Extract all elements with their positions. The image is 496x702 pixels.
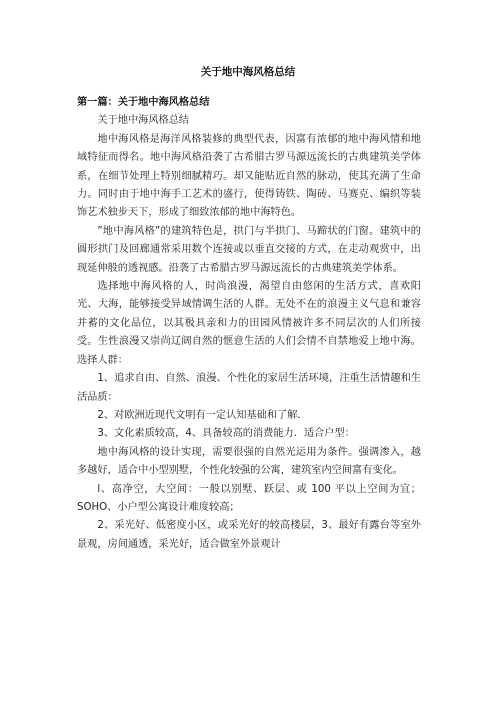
section-heading: 第一篇：关于地中海风格总结	[77, 97, 210, 108]
list-item: 2、采光好、低密度小区，或采光好的较高楼层，3、最好有露台等室外景观，房间通透，采光好，适合做室外景观计	[77, 520, 421, 550]
list-item: 2、对欧洲近现代文明有一定认知基础和了解．	[97, 409, 308, 421]
paragraph: 选择地中海风格的人，时尚浪漫，渴望自由悠闲的生活方式，喜欢阳光、大海，能够接受异域情调生活的人群。无处不在的浪漫主义气息和兼容并蓄的文化品位，以其极具亲和力的田园风情被许多不同层次的人们所接受。生性浪漫又崇尚辽阔自然的惬意生活的人们会情不自禁地爱上地中海。选择人群：	[77, 281, 421, 366]
list-item: l、高净空，大空间：一般以别墅、跃层、或 100 平以上空间为宜；SOHO、小户型公寓设计难度较高；	[77, 483, 421, 513]
list-item: 3、文化素质较高，4、具备较高的消费能力．适合户型：	[97, 428, 355, 440]
list-item: 1、追求自由、自然、浪漫、个性化的家居生活环境，注重生活情趣和生活品质：	[77, 373, 421, 403]
document-title: 关于地中海风格总结	[200, 66, 296, 78]
paragraph: 地中海风格是海洋风格装修的典型代表，因富有浓郁的地中海风情和地域特征而得名。地中海风格沿袭了古希腊古罗马源远流长的古典建筑美学体系，在细节处理上特别细腻精巧。却又能贴近自然的脉动，使其充满了生命力。同时由于地中海手工艺术的盛行，使得铸铁、陶砖、马赛克、编织等装饰艺术独步天下，形成了细致浓郁的地中海特色。	[77, 133, 421, 219]
paragraph: 地中海风格的设计实现，需要很强的自然光运用为条件。强调渗入，越多越好，适合中小型别墅，个性化较强的公寓，建筑室内空间富有变化。	[77, 446, 421, 477]
paragraph: ”地中海风格”的建筑特色是，拱门与半拱门、马蹄状的门窗。建筑中的圆形拱门及回廊通常采用数个连接或以垂直交接的方式，在走动观赏中，出现延伸般的透视感。沿袭了古希腊古罗马源远流长的古典建筑美学体系。	[77, 225, 421, 274]
document-body	[77, 94, 421, 554]
paragraph: 关于地中海风格总结	[97, 115, 190, 127]
